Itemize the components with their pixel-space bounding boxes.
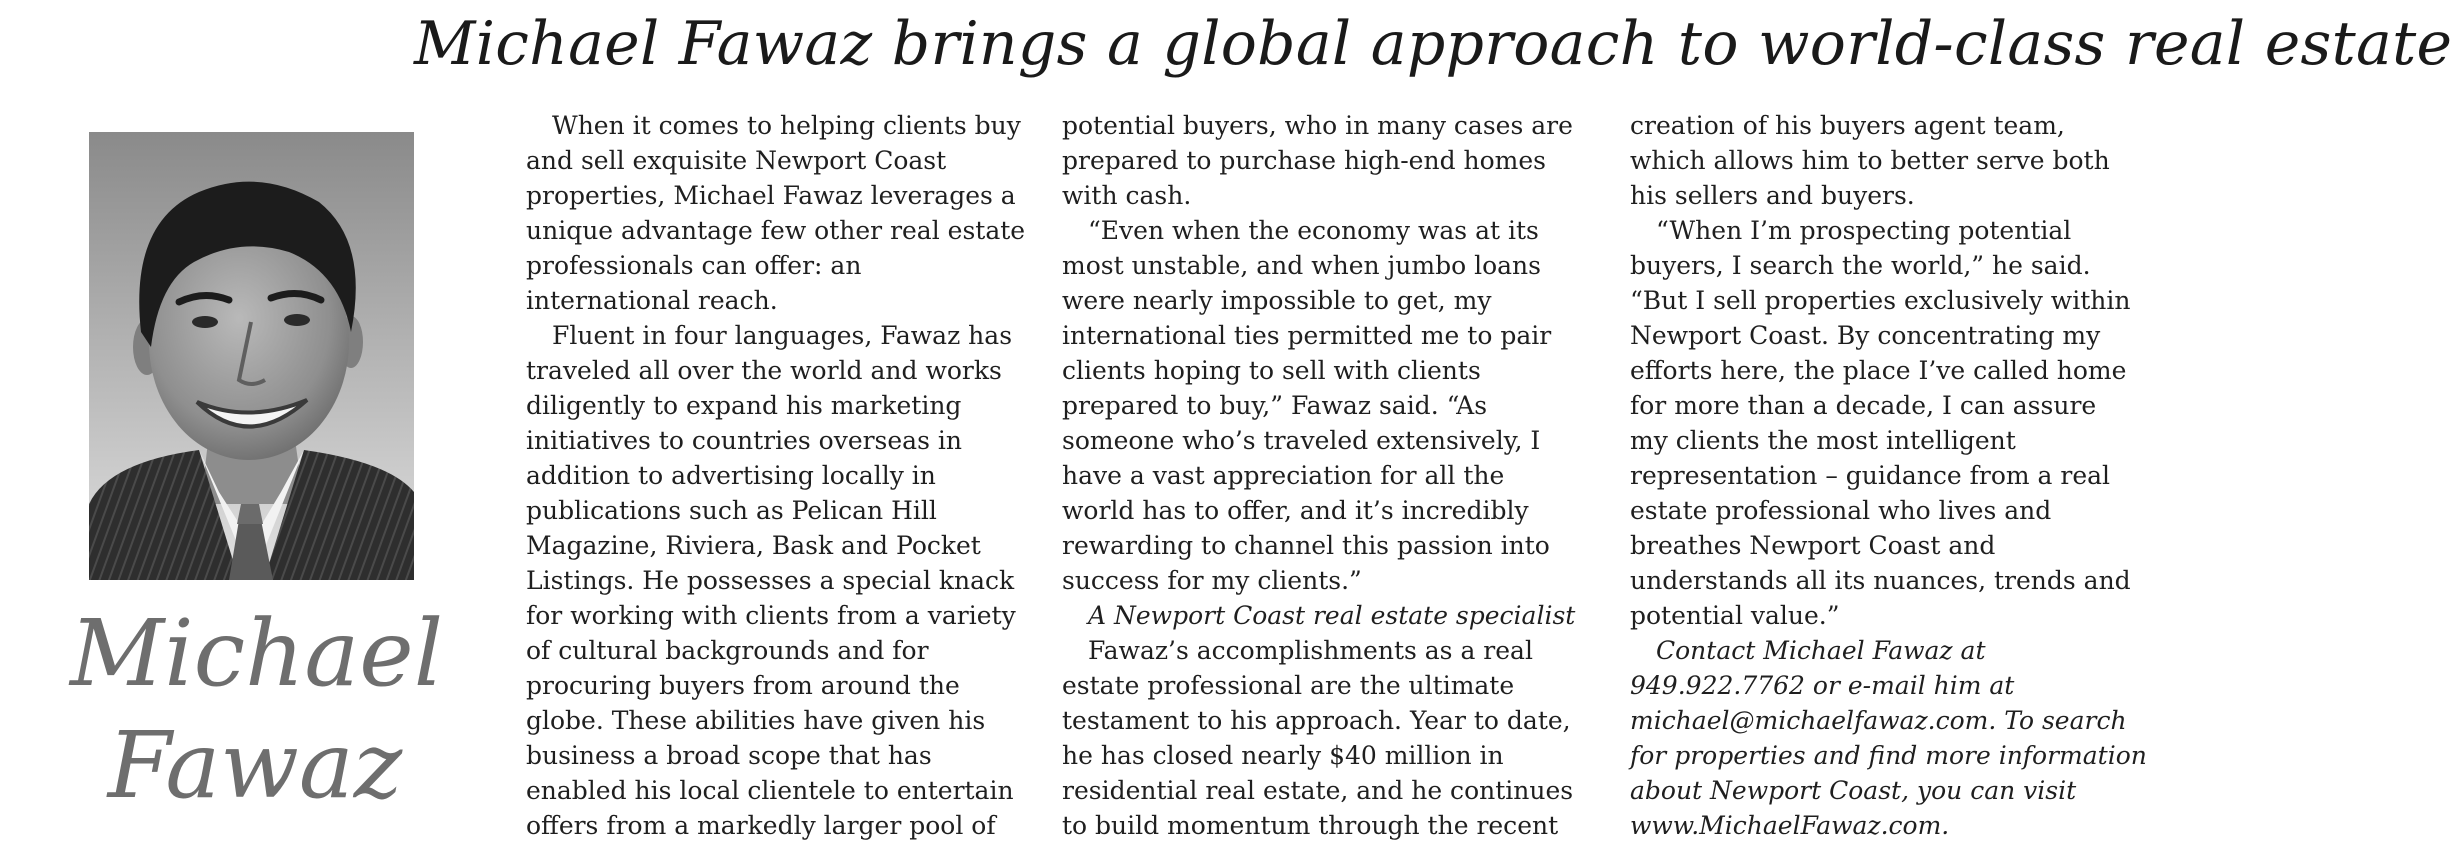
article-line: Listings. He possesses a special knack — [526, 566, 1015, 595]
article-line: testament to his approach. Year to date, — [1062, 706, 1571, 735]
featured-name — [70, 598, 444, 822]
article-line: michael@michaelfawaz.com. To search — [1630, 706, 2127, 735]
article-line: properties, Michael Fawaz leverages a — [526, 181, 1016, 210]
article-line: residential real estate, and he continues — [1062, 776, 1574, 805]
article-line: have a vast appreciation for all the — [1062, 461, 1505, 490]
article-line: prepared to purchase high-end homes — [1062, 146, 1547, 175]
article-line: were nearly impossible to get, my — [1062, 286, 1492, 315]
article-line: initiatives to countries overseas in — [526, 426, 962, 455]
article-line: offers from a markedly larger pool of — [526, 811, 996, 840]
article-line: potential buyers, who in many cases are — [1062, 111, 1573, 140]
article-line: creation of his buyers agent team, — [1630, 111, 2065, 140]
article-line: unique advantage few other real estate — [526, 216, 1026, 245]
article-line: understands all its nuances, trends and — [1630, 566, 2131, 595]
article-line: international reach. — [526, 286, 778, 315]
article-line: he has closed nearly $40 million in — [1062, 741, 1504, 770]
article-line: rewarding to channel this passion into — [1062, 531, 1550, 560]
article-line: most unstable, and when jumbo loans — [1062, 251, 1541, 280]
article-line: buyers, I search the world,” he said. — [1630, 251, 2091, 280]
article-line: “But I sell properties exclusively within — [1630, 286, 2131, 315]
article-line: professionals can offer: an — [526, 251, 862, 280]
article-line: “When I’m prospecting potential — [1656, 216, 2072, 245]
article-line: of cultural backgrounds and for — [526, 636, 929, 665]
article-line: 949.922.7762 or e-mail him at — [1630, 671, 2015, 700]
article-line: world has to offer, and it’s incredibly — [1062, 496, 1529, 525]
article-line: globe. These abilities have given his — [526, 706, 986, 735]
article-line: international ties permitted me to pair — [1062, 321, 1552, 350]
article-column-3 — [1630, 108, 2148, 843]
article-line: A Newport Coast real estate specialist — [1088, 601, 1576, 630]
article-line: prepared to buy,” Fawaz said. “As — [1062, 391, 1488, 420]
article-line: Contact Michael Fawaz at — [1656, 636, 1986, 665]
article-headline: Michael Fawaz brings a global approach to world-class real estate — [414, 9, 2452, 79]
article-line: his sellers and buyers. — [1630, 181, 1915, 210]
article-line: representation – guidance from a real — [1630, 461, 2111, 490]
article-line: my clients the most intelligent — [1630, 426, 2016, 455]
article-line: about Newport Coast, you can visit — [1630, 776, 2077, 805]
article-line: success for my clients.” — [1062, 566, 1362, 595]
article-line: for more than a decade, I can assure — [1630, 391, 2097, 420]
article-line: Fawaz’s accomplishments as a real — [1088, 636, 1533, 665]
article-line: someone who’s traveled extensively, I — [1062, 426, 1541, 455]
portrait-photo — [89, 132, 414, 580]
article-line: potential value.” — [1630, 601, 1840, 630]
article-line: When it comes to helping clients buy — [552, 111, 1021, 140]
article-line: business a broad scope that has — [526, 741, 932, 770]
article-line: which allows him to better serve both — [1630, 146, 2110, 175]
article-line: publications such as Pelican Hill — [526, 496, 937, 525]
featured-name-first: Michael — [70, 600, 444, 707]
article-column-2 — [1062, 108, 1602, 843]
article-line: efforts here, the place I’ve called home — [1630, 356, 2127, 385]
article-column-1 — [526, 108, 1036, 843]
article-line: clients hoping to sell with clients — [1062, 356, 1481, 385]
article-line: Magazine, Riviera, Bask and Pocket — [526, 531, 981, 560]
article-line: traveled all over the world and works — [526, 356, 1002, 385]
article-line: www.MichaelFawaz.com. — [1630, 811, 1950, 840]
article-line: addition to advertising locally in — [526, 461, 936, 490]
article-line: procuring buyers from around the — [526, 671, 960, 700]
article-line: to build momentum through the recent — [1062, 811, 1559, 840]
article-line: estate professional who lives and — [1630, 496, 2052, 525]
article-line: breathes Newport Coast and — [1630, 531, 1996, 560]
article-line: for working with clients from a variety — [526, 601, 1016, 630]
article-line: Fluent in four languages, Fawaz has — [552, 321, 1013, 350]
article-line: enabled his local clientele to entertain — [526, 776, 1014, 805]
article-line: Newport Coast. By concentrating my — [1630, 321, 2101, 350]
featured-name-last: Fawaz — [107, 712, 403, 819]
article-line: with cash. — [1062, 181, 1192, 210]
article-line: for properties and find more information — [1630, 741, 2147, 770]
article-line: estate professional are the ultimate — [1062, 671, 1515, 700]
article-line: “Even when the economy was at its — [1088, 216, 1539, 245]
article-line: and sell exquisite Newport Coast — [526, 146, 947, 175]
article-line: diligently to expand his marketing — [526, 391, 962, 420]
